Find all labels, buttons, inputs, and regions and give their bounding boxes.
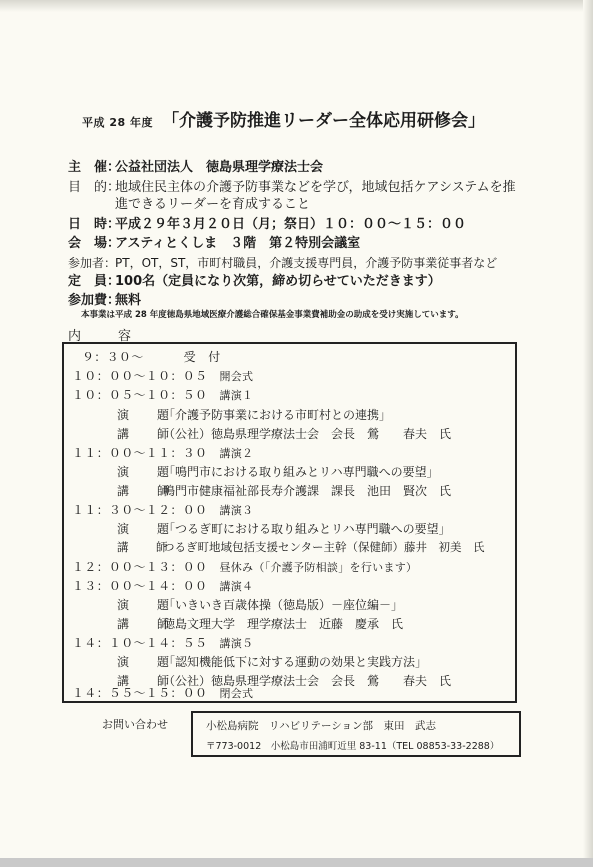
topic-key: 演 題	[117, 408, 178, 422]
lunch-time: １２：００～１３：００	[72, 560, 208, 574]
speaker-key: 講 師	[117, 427, 178, 441]
lecture5-speaker-text: （公社）徳島県理学療法士会 会長 鶯 春夫 氏	[163, 674, 452, 688]
datetime-line	[68, 217, 466, 233]
lecture3-time: １１：３０～１２：００	[72, 503, 208, 517]
datetime-value: 平成２９年３月２０日（月；祭日）１０：００～１５：００	[115, 217, 467, 232]
participants-label: 参加者：	[68, 256, 117, 270]
lecture2-speaker	[117, 482, 451, 499]
opening-label: 開会式	[219, 370, 254, 383]
speaker-key: 講 師	[117, 484, 178, 498]
fee-value: 無料	[115, 293, 142, 308]
contact-address: 〒773-0012 小松島市田浦町近里 83-11（TEL 08853-33-2288）	[206, 741, 500, 752]
lecture4-label: 講演４	[219, 580, 254, 593]
closing-label: 閉会式	[219, 687, 254, 700]
opening-time: １０：００～１０：０５	[72, 369, 208, 383]
scan-shadow-right	[583, 0, 593, 867]
lecture5-topic	[117, 653, 427, 670]
lunch-label: 昼休み（「介護予防相談」を行います）	[219, 561, 418, 574]
purpose-label: 目 的：	[68, 180, 121, 195]
contact-label: お問い合わせ	[102, 718, 168, 731]
fee-line	[68, 293, 141, 309]
lecture2-time: １１：００～１１：３０	[72, 446, 208, 460]
lecture1-label: 講演１	[219, 389, 254, 402]
lecture2-speaker-text: 鳴門市健康福祉部長寿介護課 課長 池田 賢次 氏	[163, 484, 452, 498]
venue-line	[68, 236, 360, 252]
lecture1-time: １０：０５～１０：５０	[72, 388, 208, 402]
organizer-value: 公益社団法人 徳島県理学療法士会	[115, 160, 324, 175]
bottom-strip	[0, 858, 593, 867]
speaker-key: 講 師	[117, 540, 176, 554]
organizer-label: 主 催：	[68, 160, 121, 175]
title-year: 平成 28 年度	[82, 116, 153, 129]
schedule-closing	[72, 684, 253, 701]
lecture5-label: 講演５	[219, 637, 254, 650]
schedule-lecture5	[72, 634, 253, 651]
lecture3-speaker	[117, 539, 485, 555]
venue-label: 会 場：	[68, 236, 121, 251]
lecture2-topic-text: 「鳴門市における取り組みとリハ専門職への要望」	[163, 465, 439, 479]
datetime-label: 日 時：	[68, 217, 121, 232]
lecture4-topic	[117, 596, 403, 613]
document-title	[82, 106, 485, 131]
subsidy-note: 本事業は平成 28 年度徳島県地域医療介護総合確保基金事業費補助金の助成を受け実施しています。	[81, 310, 464, 320]
purpose-value-cont: 進できるリーダーを育成すること	[115, 197, 311, 212]
participants-value: PT，OT，ST，市町村職員，介護支援専門員，介護予防事業従事者など	[115, 256, 498, 270]
purpose-line-2	[68, 197, 310, 213]
schedule-opening	[72, 367, 253, 384]
lecture4-topic-text: 「いきいき百歳体操（徳島版）－座位編－」	[163, 598, 404, 612]
lecture1-speaker-text: （公社）徳島県理学療法士会 会長 鶯 春夫 氏	[163, 427, 452, 441]
topic-key: 演 題	[117, 598, 178, 612]
contact-box	[191, 711, 521, 757]
schedule-lecture2	[72, 444, 253, 461]
schedule-lecture4	[72, 577, 253, 594]
lecture1-topic-text: 「介護予防事業における市町村との連携」	[163, 408, 392, 422]
schedule-reception	[82, 348, 221, 365]
contact-name: 小松島病院 リハビリテーション部 東田 武志	[206, 720, 437, 732]
capacity-label: 定 員：	[68, 274, 121, 289]
participants-line	[68, 255, 497, 271]
lecture3-topic	[117, 520, 451, 537]
schedule-box	[62, 342, 517, 703]
speaker-key: 講 師	[117, 674, 178, 688]
title-main: 「介護予防推進リーダー全体応用研修会」	[162, 111, 486, 131]
purpose-value: 地域住民主体の介護予防事業などを学び，地域包括ケアシステムを推	[115, 180, 516, 195]
closing-time: １４：５５～１５：００	[72, 686, 208, 700]
lecture2-label: 講演２	[219, 447, 254, 460]
schedule-lecture1	[72, 386, 253, 403]
fee-label: 参加費：	[68, 293, 121, 308]
content-heading: 内 容	[68, 329, 144, 344]
lecture5-topic-text: 「認知機能低下に対する運動の効果と実践方法」	[163, 655, 428, 669]
schedule-lunch	[72, 558, 417, 575]
lecture2-topic	[117, 463, 439, 480]
capacity-line	[68, 274, 441, 290]
reception-time: ９：３０～	[82, 350, 144, 364]
lecture1-topic	[117, 406, 391, 423]
schedule-lecture3	[72, 501, 253, 518]
reception-label: 受 付	[183, 350, 221, 364]
lecture3-label: 講演３	[219, 504, 254, 517]
venue-value: アスティとくしま ３階 第２特別会議室	[115, 236, 361, 251]
lecture5-time: １４：１０～１４：５５	[72, 636, 208, 650]
lecture4-time: １３：００～１４：００	[72, 579, 208, 593]
lecture4-speaker	[117, 615, 403, 632]
organizer-line	[68, 160, 323, 176]
topic-key: 演 題	[117, 522, 178, 536]
capacity-value: 100名（定員になり次第，締め切らせていただきます）	[115, 274, 441, 289]
lecture3-topic-text: 「つるぎ町における取り組みとリハ専門職への要望」	[163, 522, 451, 536]
lecture4-speaker-text: 徳島文理大学 理学療法士 近藤 慶承 氏	[163, 617, 404, 631]
purpose-line	[68, 180, 516, 196]
topic-key: 演 題	[117, 465, 178, 479]
topic-key: 演 題	[117, 655, 178, 669]
scan-shadow-top	[0, 0, 593, 12]
lecture3-speaker-text: つるぎ町地域包括支援センター主幹（保健師）藤井 初美 氏	[163, 540, 485, 554]
lecture1-speaker	[117, 425, 451, 442]
speaker-key: 講 師	[117, 617, 178, 631]
